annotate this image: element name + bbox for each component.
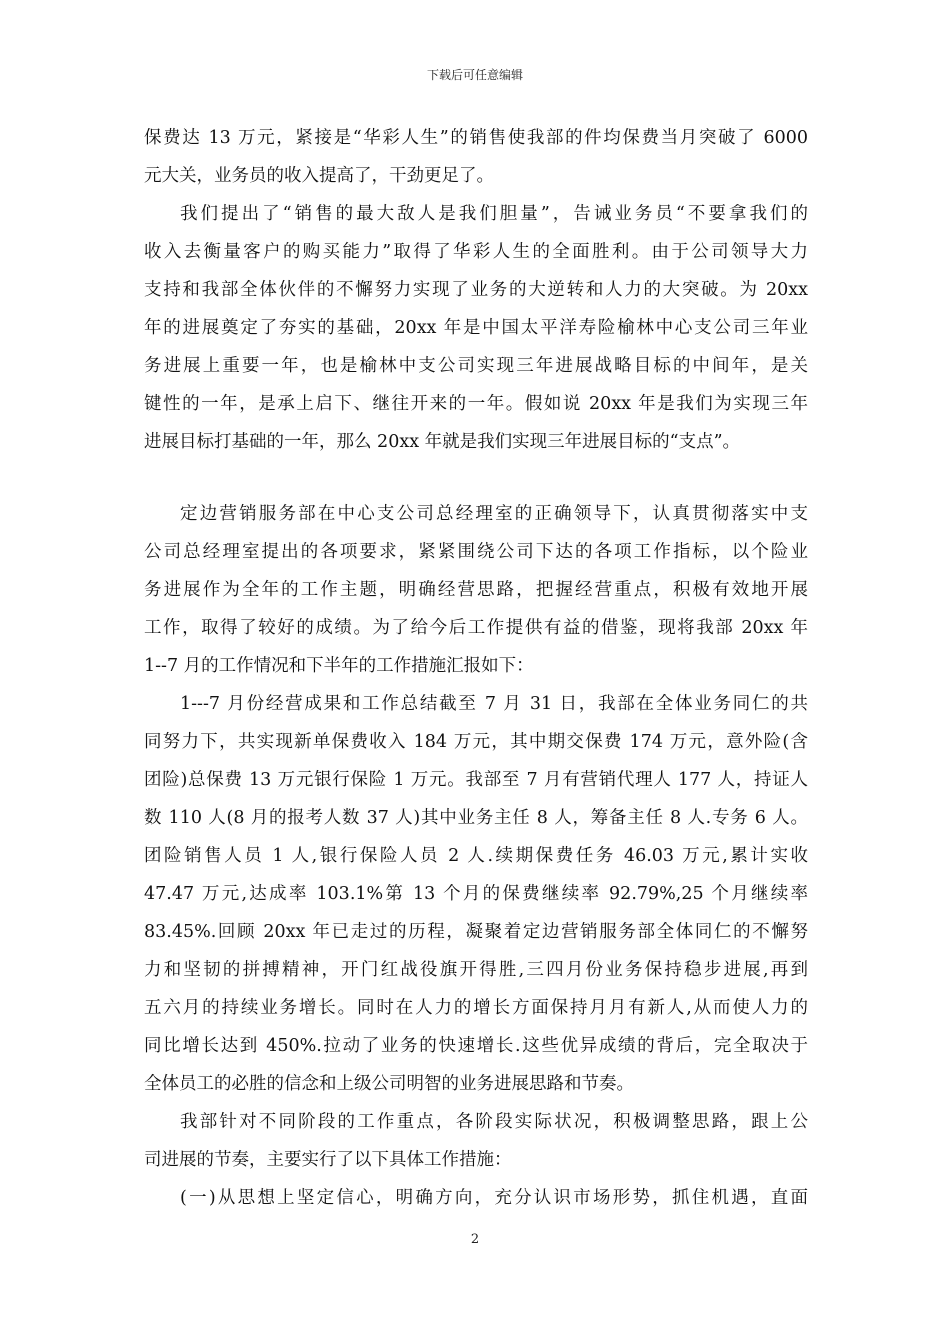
text-line: 进展目标打基础的一年，那么 20xx 年就是我们实现三年进展目标的“支点”。: [144, 432, 741, 452]
text-line: 全体员工的必胜的信念和上级公司明智的业务进展思路和节奏。: [144, 1074, 634, 1094]
text-line: 司进展的节奏，主要实行了以下具体工作措施：: [144, 1150, 512, 1170]
text-line: 1---7 月份经营成果和工作总结截至 7 月 31 日，我部在全体业务同仁的共: [180, 694, 808, 714]
text-line: 元大关，业务员的收入提高了，干劲更足了。: [144, 166, 494, 186]
text-line: 力和坚韧的拼搏精神，开门红战役旗开得胜,三四月份业务保持稳步进展,再到: [144, 960, 808, 980]
page-header: 下载后可任意编辑: [426, 68, 523, 82]
text-line: 务进展作为全年的工作主题，明确经营思路，把握经营重点，积极有效地开展: [144, 580, 808, 600]
text-line: 同比增长达到 450%.拉动了业务的快速增长.这些优异成绩的背后，完全取决于: [144, 1036, 808, 1056]
text-line: 47.47 万元,达成率 103.1%第 13 个月的保费继续率 92.79%,25 个月继续率: [144, 884, 808, 904]
text-line: 支持和我部全体伙伴的不懈努力实现了业务的大逆转和人力的大突破。为 20xx: [144, 280, 808, 300]
text-line: 同努力下，共实现新单保费收入 184 万元，其中期交保费 174 万元，意外险(含: [144, 732, 808, 752]
text-line: 定边营销服务部在中心支公司总经理室的正确领导下，认真贯彻落实中支: [180, 504, 808, 524]
text-line: 务进展上重要一年，也是榆林中支公司实现三年进展战略目标的中间年，是关: [144, 356, 808, 376]
text-line: 年的进展奠定了夯实的基础，20xx 年是中国太平洋寿险榆林中心支公司三年业: [144, 318, 808, 338]
text-line: 团险销售人员 1 人,银行保险人员 2 人.续期保费任务 46.03 万元,累计实收: [144, 846, 808, 866]
text-line: 五六月的持续业务增长。同时在人力的增长方面保持月月有新人,从而使人力的: [144, 998, 808, 1018]
text-line: 键性的一年，是承上启下、继往开来的一年。假如说 20xx 年是我们为实现三年: [144, 394, 808, 414]
text-line: 保费达 13 万元，紧接是“华彩人生”的销售使我部的件均保费当月突破了 6000: [144, 128, 808, 148]
text-line: 我们提出了“销售的最大敌人是我们胆量”，告诫业务员“不要拿我们的: [180, 204, 808, 224]
text-line: (一)从思想上坚定信心，明确方向，充分认识市场形势，抓住机遇，直面: [180, 1188, 808, 1208]
text-line: 团险)总保费 13 万元银行保险 1 万元。我部至 7 月有营销代理人 177 人，持证人: [144, 770, 808, 790]
text-line: 83.45%.回顾 20xx 年已走过的历程，凝聚着定边营销服务部全体同仁的不懈努: [144, 922, 808, 942]
text-line: 收入去衡量客户的购买能力”取得了华彩人生的全面胜利。由于公司领导大力: [144, 242, 808, 262]
text-line: 数 110 人(8 月的报考人数 37 人)其中业务主任 8 人，筹备主任 8 人.专务 6 人。: [144, 808, 808, 828]
text-line: 我部针对不同阶段的工作重点，各阶段实际状况，积极调整思路，跟上公: [180, 1112, 808, 1132]
page-number: 2: [470, 1232, 480, 1247]
text-line: 1--7 月的工作情况和下半年的工作措施汇报如下：: [144, 656, 534, 676]
text-line: 工作，取得了较好的成绩。为了给今后工作提供有益的借鉴，现将我部 20xx 年: [144, 618, 808, 638]
text-line: 公司总经理室提出的各项要求，紧紧围绕公司下达的各项工作指标，以个险业: [144, 542, 808, 562]
